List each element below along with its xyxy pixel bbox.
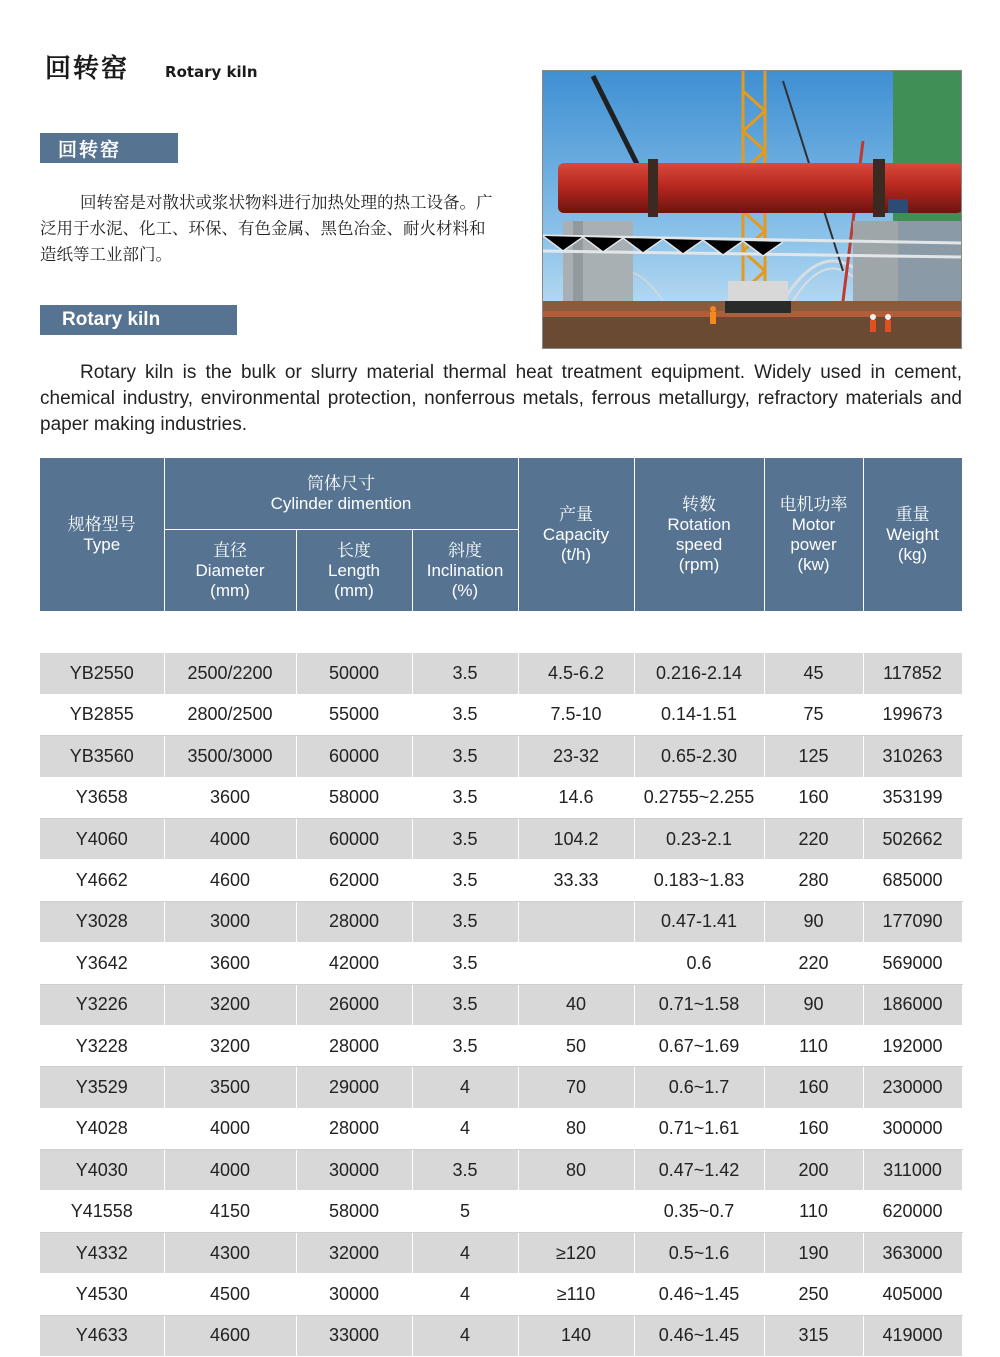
cell-inclination: 3.5 [412, 860, 518, 901]
cell-weight: 311000 [863, 1150, 962, 1191]
cell-inclination: 3.5 [412, 901, 518, 942]
cell-diameter: 3600 [164, 943, 296, 984]
cell-weight: 300000 [863, 1108, 962, 1149]
header-length [296, 530, 412, 612]
cell-motor: 160 [764, 777, 863, 818]
table-row [40, 1067, 962, 1108]
cell-motor: 160 [764, 1108, 863, 1149]
cell-inclination: 3.5 [412, 653, 518, 694]
header-rotation-unit: (rpm) [678, 554, 720, 574]
cell-inclination: 3.5 [412, 1150, 518, 1191]
cell-motor: 200 [764, 1150, 863, 1191]
cell-capacity: 23-32 [518, 736, 634, 777]
cell-diameter: 4000 [164, 818, 296, 859]
header-spacer [40, 612, 962, 653]
cell-type: Y4332 [40, 1232, 164, 1273]
table-row [40, 1108, 962, 1149]
cell-motor: 90 [764, 901, 863, 942]
cell-weight: 685000 [863, 860, 962, 901]
page-title-en: Rotary kiln [165, 63, 258, 81]
cell-weight: 230000 [863, 1067, 962, 1108]
cell-diameter: 2800/2500 [164, 694, 296, 735]
cell-weight: 363000 [863, 1232, 962, 1273]
cell-diameter: 4600 [164, 860, 296, 901]
section-heading-cn: 回转窑 [40, 133, 178, 163]
cell-rotation: 0.47-1.41 [634, 901, 764, 942]
cell-rotation: 0.65-2.30 [634, 736, 764, 777]
header-type-cn: 规格型号 [67, 514, 136, 534]
cell-capacity: 7.5-10 [518, 694, 634, 735]
table-row [40, 943, 962, 984]
table-row [40, 1315, 962, 1356]
cell-type: Y3226 [40, 984, 164, 1025]
header-capacity-unit: (t/h) [560, 544, 592, 564]
cell-capacity: 80 [518, 1150, 634, 1191]
header-inclination [412, 530, 518, 612]
cell-capacity [518, 943, 634, 984]
cell-length: 26000 [296, 984, 412, 1025]
cell-length: 60000 [296, 736, 412, 777]
header-cylinder-en: Cylinder dimention [270, 493, 412, 513]
header-weight-en: Weight [886, 524, 939, 544]
header-rotation-en: Rotation [667, 514, 731, 534]
cell-capacity: 104.2 [518, 818, 634, 859]
cell-weight: 117852 [863, 653, 962, 694]
table-row [40, 1150, 962, 1191]
cell-length: 28000 [296, 901, 412, 942]
cell-motor: 90 [764, 984, 863, 1025]
description-en [40, 360, 962, 438]
cell-diameter: 4300 [164, 1232, 296, 1273]
cell-type: Y4530 [40, 1274, 164, 1315]
cell-type: Y3228 [40, 1025, 164, 1066]
cell-rotation: 0.23-2.1 [634, 818, 764, 859]
cell-length: 62000 [296, 860, 412, 901]
header-length-cn: 长度 [337, 540, 371, 560]
cell-rotation: 0.14-1.51 [634, 694, 764, 735]
header-diameter-cn: 直径 [213, 540, 247, 560]
cell-type: Y4633 [40, 1315, 164, 1356]
cell-capacity: 4.5-6.2 [518, 653, 634, 694]
cell-diameter: 3600 [164, 777, 296, 818]
header-motor-cn: 电机功率 [779, 494, 848, 514]
header-inclination-en: Inclination [426, 560, 504, 580]
header-length-unit: (mm) [334, 580, 374, 600]
cell-motor: 160 [764, 1067, 863, 1108]
cell-weight: 502662 [863, 818, 962, 859]
cell-diameter: 4500 [164, 1274, 296, 1315]
cell-type: Y4060 [40, 818, 164, 859]
header-rotation-cn: 转数 [682, 494, 716, 514]
cell-inclination: 4 [412, 1315, 518, 1356]
header-motor-en: Motor [791, 514, 836, 534]
header-cylinder [164, 458, 518, 530]
cell-diameter: 4000 [164, 1108, 296, 1149]
cell-length: 30000 [296, 1150, 412, 1191]
cell-rotation: 0.46~1.45 [634, 1315, 764, 1356]
cell-length: 50000 [296, 653, 412, 694]
cell-capacity [518, 901, 634, 942]
cell-inclination: 5 [412, 1191, 518, 1232]
table-header-row [40, 458, 962, 530]
header-capacity-cn: 产量 [559, 504, 593, 524]
cell-diameter: 3200 [164, 984, 296, 1025]
cell-diameter: 3500 [164, 1067, 296, 1108]
cell-rotation: 0.6 [634, 943, 764, 984]
cell-type: Y3658 [40, 777, 164, 818]
cell-capacity: 140 [518, 1315, 634, 1356]
cell-weight: 405000 [863, 1274, 962, 1315]
cell-capacity: 14.6 [518, 777, 634, 818]
cell-type: YB2550 [40, 653, 164, 694]
description-cn [40, 190, 500, 268]
header-diameter-unit: (mm) [210, 580, 250, 600]
cell-motor: 110 [764, 1191, 863, 1232]
cell-capacity: 50 [518, 1025, 634, 1066]
cell-diameter: 4600 [164, 1315, 296, 1356]
cell-rotation: 0.183~1.83 [634, 860, 764, 901]
cell-diameter: 3500/3000 [164, 736, 296, 777]
cell-inclination: 4 [412, 1274, 518, 1315]
page-title-row [45, 48, 258, 85]
cell-rotation: 0.71~1.58 [634, 984, 764, 1025]
description-cn-text: 回转窑是对散状或浆状物料进行加热处理的热工设备。广泛用于水泥、化工、环保、有色金属、黑色冶金、耐火材料和造纸等工业部门。 [40, 193, 493, 264]
cell-inclination: 3.5 [412, 818, 518, 859]
cell-rotation: 0.35~0.7 [634, 1191, 764, 1232]
cell-capacity: ≥110 [518, 1274, 634, 1315]
table-row [40, 777, 962, 818]
cell-length: 28000 [296, 1108, 412, 1149]
header-cylinder-cn: 筒体尺寸 [307, 473, 375, 493]
header-inclination-cn: 斜度 [448, 540, 482, 560]
table-row [40, 1232, 962, 1273]
page-title-cn: 回转窑 [45, 54, 130, 84]
cell-type: Y3529 [40, 1067, 164, 1108]
cell-motor: 110 [764, 1025, 863, 1066]
cell-rotation: 0.67~1.69 [634, 1025, 764, 1066]
cell-weight: 419000 [863, 1315, 962, 1356]
cell-motor: 315 [764, 1315, 863, 1356]
cell-weight: 177090 [863, 901, 962, 942]
header-motor [764, 458, 863, 612]
cell-weight: 192000 [863, 1025, 962, 1066]
cell-capacity [518, 1191, 634, 1232]
cell-diameter: 3000 [164, 901, 296, 942]
cell-weight: 569000 [863, 943, 962, 984]
cell-inclination: 3.5 [412, 777, 518, 818]
table-row [40, 1191, 962, 1232]
cell-motor: 190 [764, 1232, 863, 1273]
description-en-text: Rotary kiln is the bulk or slurry material thermal heat treatment equipment. Widely used in cement, chemical industry, environmental protection, nonferrous metals, ferrous metallurgy, refractory materials and paper making industries. [40, 362, 962, 435]
rotary-kiln-photo [542, 70, 962, 349]
cell-weight: 186000 [863, 984, 962, 1025]
cell-inclination: 4 [412, 1067, 518, 1108]
table-row [40, 736, 962, 777]
header-rotation-en2: speed [675, 534, 723, 554]
cell-motor: 220 [764, 943, 863, 984]
cell-type: Y4028 [40, 1108, 164, 1149]
cell-type: Y41558 [40, 1191, 164, 1232]
cell-motor: 250 [764, 1274, 863, 1315]
cell-inclination: 4 [412, 1108, 518, 1149]
table-row [40, 1025, 962, 1066]
header-capacity [518, 458, 634, 612]
cell-inclination: 3.5 [412, 1025, 518, 1066]
cell-weight: 353199 [863, 777, 962, 818]
table-row [40, 901, 962, 942]
spec-table [40, 457, 963, 1357]
table-row [40, 653, 962, 694]
table-row [40, 984, 962, 1025]
table-row [40, 860, 962, 901]
header-type-en: Type [83, 534, 121, 554]
header-diameter [164, 530, 296, 612]
cell-diameter: 4150 [164, 1191, 296, 1232]
cell-type: Y3642 [40, 943, 164, 984]
spacer-cell [40, 612, 962, 653]
cell-diameter: 2500/2200 [164, 653, 296, 694]
header-length-en: Length [328, 560, 380, 580]
cell-rotation: 0.71~1.61 [634, 1108, 764, 1149]
cell-motor: 125 [764, 736, 863, 777]
cell-length: 60000 [296, 818, 412, 859]
cell-length: 55000 [296, 694, 412, 735]
cell-inclination: 4 [412, 1232, 518, 1273]
cell-length: 28000 [296, 1025, 412, 1066]
cell-inclination: 3.5 [412, 984, 518, 1025]
header-capacity-en: Capacity [542, 524, 610, 544]
header-weight-unit: (kg) [897, 544, 928, 564]
cell-length: 58000 [296, 1191, 412, 1232]
cell-inclination: 3.5 [412, 694, 518, 735]
cell-diameter: 4000 [164, 1150, 296, 1191]
cell-length: 42000 [296, 943, 412, 984]
cell-capacity: ≥120 [518, 1232, 634, 1273]
cell-length: 30000 [296, 1274, 412, 1315]
cell-rotation: 0.2755~2.255 [634, 777, 764, 818]
header-inclination-unit: (%) [451, 580, 479, 600]
header-motor-unit: (kw) [797, 554, 830, 574]
header-weight-cn: 重量 [895, 504, 930, 524]
cell-rotation: 0.6~1.7 [634, 1067, 764, 1108]
cell-rotation: 0.5~1.6 [634, 1232, 764, 1273]
cell-length: 58000 [296, 777, 412, 818]
table-row [40, 694, 962, 735]
cell-diameter: 3200 [164, 1025, 296, 1066]
header-weight [863, 458, 962, 612]
cell-capacity: 33.33 [518, 860, 634, 901]
cell-capacity: 80 [518, 1108, 634, 1149]
cell-weight: 620000 [863, 1191, 962, 1232]
cell-type: Y4662 [40, 860, 164, 901]
header-diameter-en: Diameter [195, 560, 265, 580]
header-rotation [634, 458, 764, 612]
cell-inclination: 3.5 [412, 736, 518, 777]
cell-capacity: 40 [518, 984, 634, 1025]
section-heading-en: Rotary kiln [40, 305, 237, 335]
cell-motor: 280 [764, 860, 863, 901]
header-type [40, 458, 164, 612]
table-row [40, 1274, 962, 1315]
cell-weight: 310263 [863, 736, 962, 777]
table-row [40, 818, 962, 859]
cell-inclination: 3.5 [412, 943, 518, 984]
cell-length: 33000 [296, 1315, 412, 1356]
cell-type: Y4030 [40, 1150, 164, 1191]
cell-rotation: 0.216-2.14 [634, 653, 764, 694]
cell-rotation: 0.46~1.45 [634, 1274, 764, 1315]
cell-motor: 220 [764, 818, 863, 859]
cell-length: 32000 [296, 1232, 412, 1273]
cell-type: YB3560 [40, 736, 164, 777]
cell-type: Y3028 [40, 901, 164, 942]
cell-motor: 75 [764, 694, 863, 735]
cell-capacity: 70 [518, 1067, 634, 1108]
cell-length: 29000 [296, 1067, 412, 1108]
cell-rotation: 0.47~1.42 [634, 1150, 764, 1191]
spec-table-body [40, 612, 962, 1357]
header-motor-en2: power [790, 534, 837, 554]
cell-weight: 199673 [863, 694, 962, 735]
cell-type: YB2855 [40, 694, 164, 735]
cell-motor: 45 [764, 653, 863, 694]
